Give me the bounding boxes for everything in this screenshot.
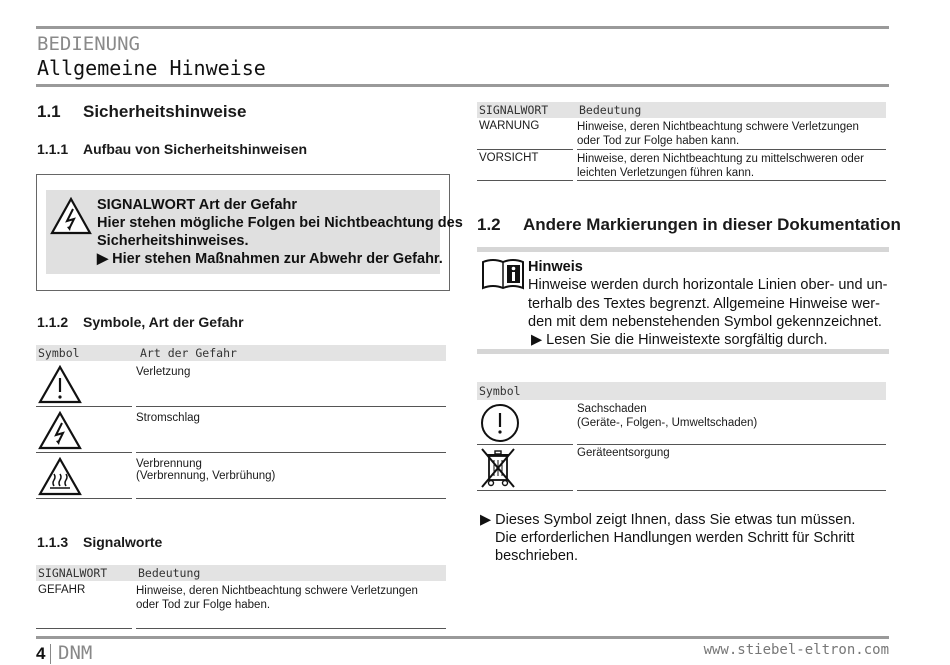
signalword-table-right (477, 102, 886, 181)
info-book-icon (480, 256, 526, 297)
hinweis-text (528, 258, 888, 349)
hinweis-title: Hinweis (528, 259, 583, 275)
chapter-label: BEDIENUNG (37, 33, 140, 55)
header-top-rule (36, 26, 889, 29)
header-symbol: Symbol (479, 384, 521, 398)
table-row (477, 150, 886, 181)
signalword: VORSICHT (477, 150, 573, 181)
electric-shock-icon (38, 411, 82, 451)
table-row (36, 407, 446, 453)
hinweis-action-line: ▶ Lesen Sie die Hinweistexte sorgfältig durch. (531, 332, 828, 349)
symbol-desc: Sachschaden (Geräte-, Folgen-, Umweltschaden) (577, 400, 886, 445)
warning-signalword-line: SIGNALWORT Art der Gefahr (97, 197, 298, 213)
hinweis-bottom-rule (477, 349, 889, 354)
hinweis-line: Hinweise werden durch horizontale Linien ober- und un- (528, 277, 888, 294)
table-row (477, 445, 886, 491)
document-code: DNM (58, 642, 93, 664)
symbol-desc: Verbrennung (Verbrennung, Verbrühung) (136, 453, 446, 499)
symbol-desc: Stromschlag (136, 407, 446, 453)
hinweis-line: den mit dem nebenstehenden Symbol gekennzeichnet. (528, 313, 882, 330)
hinweis-top-rule (477, 247, 889, 252)
signalword-table-header (477, 102, 886, 118)
signalword-table-left (36, 565, 446, 629)
warning-consequence-line-2: Sicherheitshinweises. (97, 233, 249, 249)
action-note (480, 511, 855, 565)
section-1-1-3-heading: 1.1.3 Signalworte (37, 534, 163, 550)
header-signalwort: SIGNALWORT (38, 566, 108, 580)
section-1-2-heading: 1.2 Andere Markierungen in dieser Dokumentation (477, 215, 901, 234)
footer-divider (50, 644, 51, 664)
warning-example-text (97, 196, 463, 268)
signalword-meaning: Hinweise, deren Nichtbeachtung schwere Verletzungen oder Tod zur Folge haben kann. (577, 118, 886, 150)
page-number: 4 (36, 644, 46, 663)
warning-consequence-line: Hier stehen mögliche Folgen bei Nichtbeachtung des (97, 215, 463, 231)
symbol-desc: Verletzung (136, 361, 446, 407)
signalword: GEFAHR (36, 581, 132, 629)
header-symbol: Symbol (38, 346, 80, 360)
header-art-der-gefahr: Art der Gefahr (140, 346, 237, 360)
hinweis-line: terhalb des Textes begrenzt. Allgemeine Hinweise wer- (528, 295, 880, 312)
crossed-out-bin-icon (478, 446, 518, 490)
header-empty (577, 382, 579, 400)
section-1-1-2-heading: 1.1.2 Symbole, Art der Gefahr (37, 314, 244, 330)
damage-exclamation-circle-icon (478, 402, 522, 444)
warning-exclamation-icon (38, 365, 82, 405)
symbol-table-header (36, 345, 446, 361)
action-line: beschrieben. (495, 548, 579, 564)
header-signalwort: SIGNALWORT (479, 103, 549, 117)
table-row (36, 453, 446, 499)
header-bedeutung: Bedeutung (579, 103, 642, 117)
footer-url: www.stiebel-eltron.com (703, 642, 889, 658)
symbol-table (36, 345, 446, 499)
footer-rule (36, 636, 889, 639)
table-row (477, 400, 886, 445)
symbol-table-2-header (477, 382, 886, 400)
electric-shock-icon (50, 197, 92, 240)
action-line: Die erforderlichen Handlungen werden Schritt für Schritt (495, 530, 855, 546)
header-bedeutung: Bedeutung (138, 566, 201, 580)
header-bottom-rule (36, 84, 889, 87)
signalword-table-header (36, 565, 446, 581)
section-1-1-heading: 1.1 Sicherheitshinweise (37, 102, 247, 121)
symbol-table-2 (477, 382, 886, 491)
page-title: Allgemeine Hinweise (37, 56, 266, 80)
signalword-meaning: Hinweise, deren Nichtbeachtung zu mittelschweren oder leichten Verletzungen führen kann. (577, 150, 886, 181)
action-line: ▶ Dieses Symbol zeigt Ihnen, dass Sie etwas tun müssen. (480, 512, 856, 528)
signalword-meaning: Hinweise, deren Nichtbeachtung schwere Verletzungen oder Tod zur Folge haben. (136, 581, 446, 629)
table-row (36, 361, 446, 407)
section-1-1-1-heading: 1.1.1 Aufbau von Sicherheitshinweisen (37, 141, 308, 157)
table-row (36, 581, 446, 629)
symbol-desc: Geräteentsorgung (577, 445, 886, 491)
table-row (477, 118, 886, 150)
burn-hot-surface-icon (38, 457, 82, 497)
signalword: WARNUNG (477, 118, 573, 150)
warning-measure-line: ▶ Hier stehen Maßnahmen zur Abwehr der Gefahr. (97, 251, 443, 267)
